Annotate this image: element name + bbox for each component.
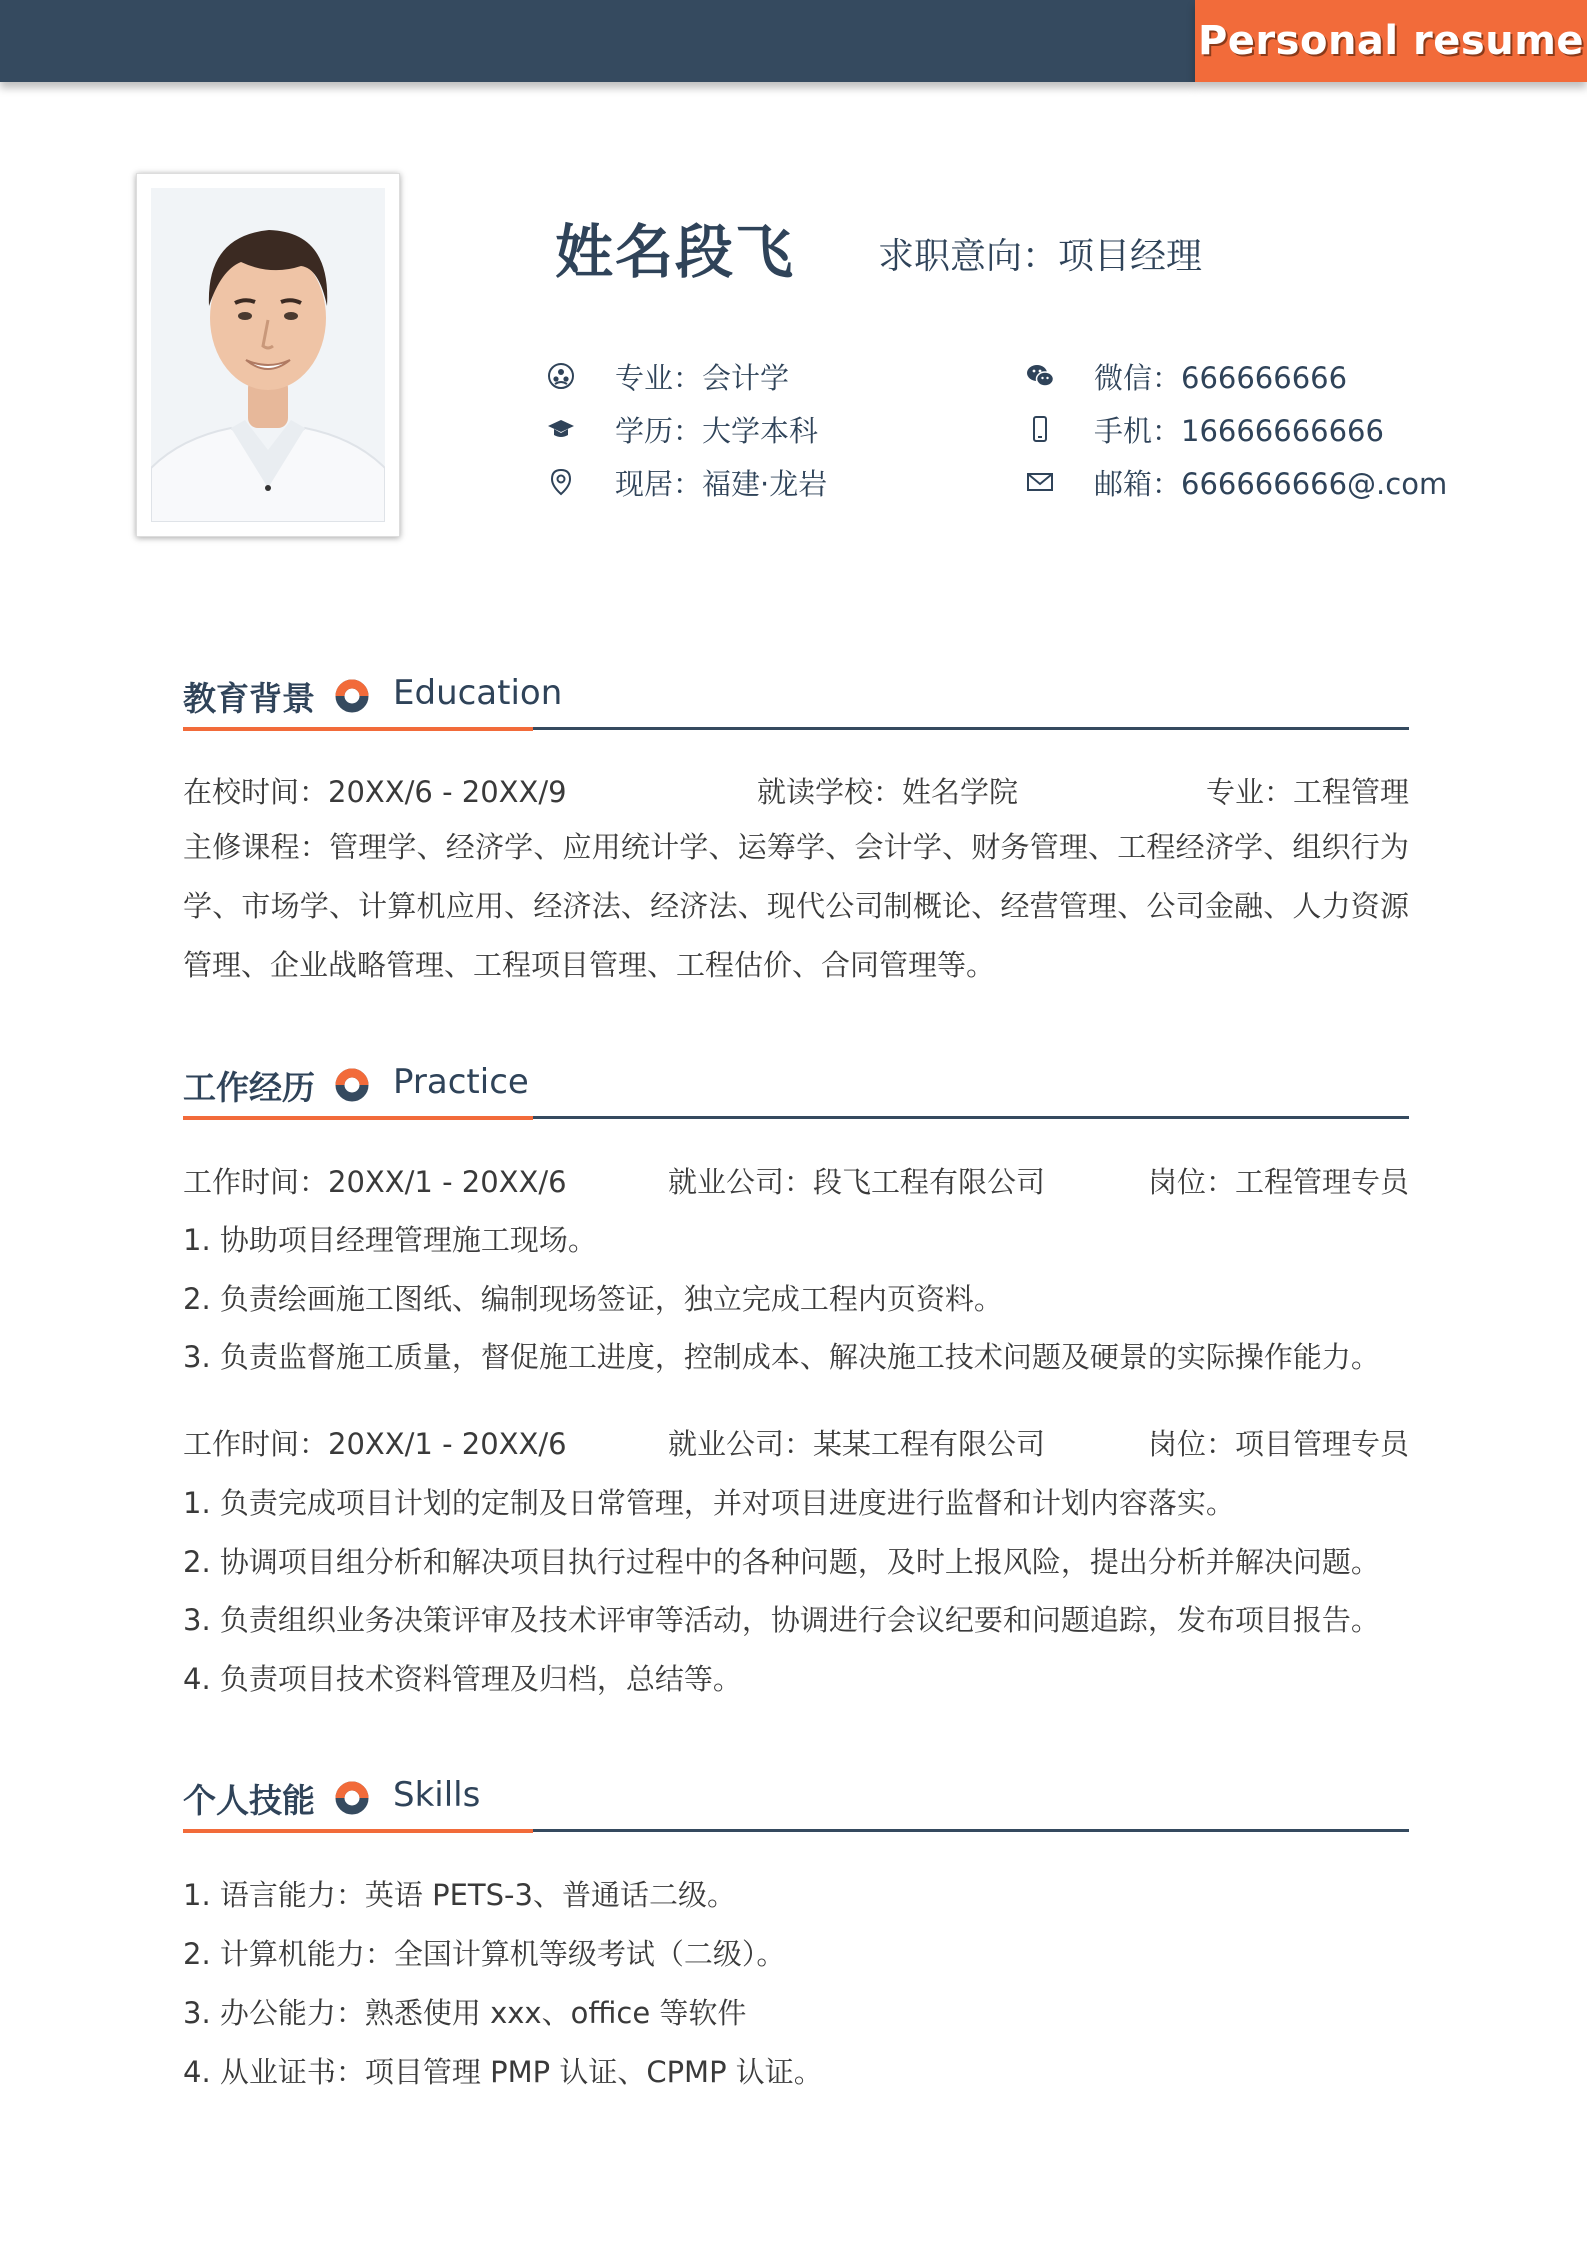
practice-title-zh: 工作经历 <box>183 1068 315 1107</box>
job-duty: 1. 负责完成项目计划的定制及日常管理，并对项目进度进行监督和计划内容落实。 <box>183 1486 1235 1520</box>
job-duty: 3. 负责组织业务决策评审及技术评审等活动，协调进行会议纪要和问题追踪，发布项目报告。 <box>183 1603 1380 1637</box>
person-group-icon <box>541 356 581 396</box>
job-position: 岗位：工程管理专员 <box>1147 1165 1409 1199</box>
graduation-cap-icon <box>541 409 581 449</box>
ring-icon <box>335 679 369 713</box>
education-major: 专业：工程管理 <box>1205 775 1409 809</box>
info-wechat-text: 微信：666666666 <box>1094 360 1348 395</box>
education-school: 就读学校：姓名学院 <box>757 775 1019 809</box>
info-email <box>1020 462 1447 502</box>
practice-header <box>183 1062 1409 1122</box>
job-duty: 4. 负责项目技术资料管理及归档，总结等。 <box>183 1662 742 1696</box>
job-duty: 2. 协调项目组分析和解决项目执行过程中的各种问题，及时上报风险，提出分析并解决问题。 <box>183 1545 1380 1579</box>
info-phone-text: 手机：16666666666 <box>1094 413 1384 448</box>
education-row <box>183 770 1409 810</box>
top-bar <box>0 0 1195 82</box>
education-header <box>183 673 1409 733</box>
education-courses: 主修课程：管理学、经济学、应用统计学、运筹学、会计学、财务管理、工程经济学、组织行为学、市场学、计算机应用、经济法、经济法、现代公司制概论、经营管理、公司金融、人力资源管理、企业战略管理、工程项目管理、工程估价、合同管理等。 <box>183 830 1409 982</box>
skill-item: 4. 从业证书：项目管理 PMP 认证、CPMP 认证。 <box>183 2055 823 2089</box>
ring-icon <box>335 1068 369 1102</box>
job-duty: 2. 负责绘画施工图纸、编制现场签证，独立完成工程内页资料。 <box>183 1282 1003 1316</box>
job-period: 工作时间：20XX/1 - 20XX/6 <box>183 1427 567 1461</box>
practice-title-en: Practice <box>393 1062 529 1102</box>
location-pin-icon <box>541 462 581 502</box>
info-major <box>541 356 789 396</box>
education-title-zh: 教育背景 <box>183 679 315 718</box>
skills-header <box>183 1775 1409 1835</box>
ring-icon <box>335 1781 369 1815</box>
job-duty: 1. 协助项目经理管理施工现场。 <box>183 1223 597 1257</box>
avatar <box>151 188 385 522</box>
info-wechat <box>1020 356 1347 396</box>
mobile-phone-icon <box>1020 409 1060 449</box>
job-company: 就业公司：某某工程有限公司 <box>668 1427 1046 1461</box>
skill-item: 3. 办公能力：熟悉使用 xxx、office 等软件 <box>183 1996 747 2030</box>
candidate-name: 姓名段飞 <box>555 218 796 286</box>
divider-accent <box>183 727 533 731</box>
job-row <box>183 1160 1409 1200</box>
info-major-text: 专业：会计学 <box>615 360 790 395</box>
info-degree-text: 学历：大学本科 <box>615 413 819 448</box>
info-email-text: 邮箱：666666666@.com <box>1094 466 1448 501</box>
job-period: 工作时间：20XX/1 - 20XX/6 <box>183 1165 567 1199</box>
envelope-icon <box>1020 462 1060 502</box>
info-degree <box>541 409 818 449</box>
wechat-icon <box>1020 356 1060 396</box>
skills-title-zh: 个人技能 <box>183 1781 315 1820</box>
skill-item: 1. 语言能力：英语 PETS-3、普通话二级。 <box>183 1878 736 1912</box>
personal-resume-tag: Personal resume <box>1195 0 1587 82</box>
education-period: 在校时间：20XX/6 - 20XX/9 <box>183 775 567 809</box>
divider-accent <box>183 1829 533 1833</box>
divider-accent <box>183 1116 533 1120</box>
job-position: 岗位：项目管理专员 <box>1147 1427 1409 1461</box>
education-title-en: Education <box>393 673 563 713</box>
info-residence-text: 现居：福建·龙岩 <box>615 466 828 501</box>
job-intent: 求职意向：项目经理 <box>878 236 1203 277</box>
info-phone <box>1020 409 1384 449</box>
job-row <box>183 1422 1409 1462</box>
job-company: 就业公司：段飞工程有限公司 <box>668 1165 1046 1199</box>
info-residence <box>541 462 827 502</box>
skill-item: 2. 计算机能力：全国计算机等级考试（二级）。 <box>183 1937 786 1971</box>
job-duty: 3. 负责监督施工质量，督促施工进度，控制成本、解决施工技术问题及硬景的实际操作能力。 <box>183 1340 1380 1374</box>
photo-frame <box>136 173 400 537</box>
skills-title-en: Skills <box>393 1775 481 1815</box>
